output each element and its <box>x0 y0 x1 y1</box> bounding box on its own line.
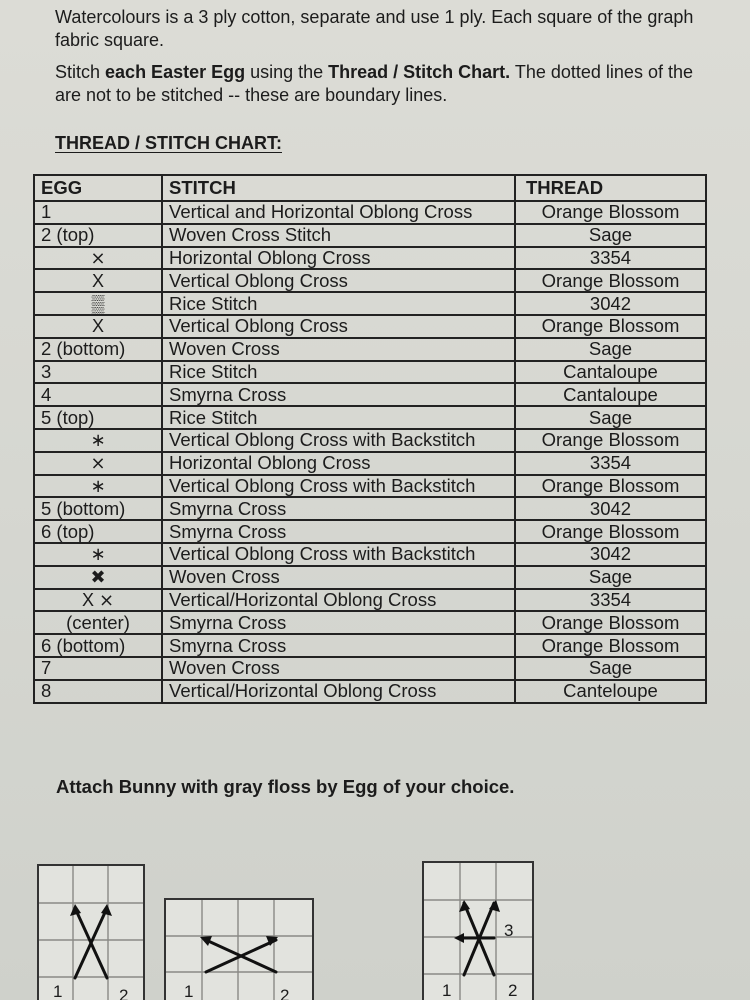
diagram-3-label-3: 3 <box>504 921 514 940</box>
stitch-cell: Vertical and Horizontal Oblong Cross <box>162 201 515 224</box>
stitch-cell: Rice Stitch <box>162 406 515 429</box>
diagram-horizontal-oblong-cross <box>164 898 314 1000</box>
table-row <box>34 315 706 338</box>
chart-heading: THREAD / STITCH CHART: <box>55 133 282 153</box>
thread-cell: Sage <box>515 406 706 429</box>
diagram-1-label-1: 1 <box>53 982 63 1000</box>
header-stitch: STITCH <box>162 175 515 201</box>
thread-cell: Orange Blossom <box>515 269 706 292</box>
egg-symbol-cell: X ⨯ <box>34 589 162 612</box>
thread-cell: Sage <box>515 566 706 589</box>
intro-paragraph-1 <box>55 6 750 52</box>
thread-cell: Orange Blossom <box>515 315 706 338</box>
table-row <box>34 497 706 520</box>
stitch-cell: Smyrna Cross <box>162 634 515 657</box>
egg-cell: 6 (bottom) <box>34 634 162 657</box>
thread-cell: 3354 <box>515 247 706 270</box>
egg-symbol-cell: ▒ <box>34 292 162 315</box>
thread-cell: Sage <box>515 657 706 680</box>
thread-cell: Orange Blossom <box>515 611 706 634</box>
vertical-oblong-cross-icon <box>39 866 143 1000</box>
stitch-cell: Horizontal Oblong Cross <box>162 247 515 270</box>
thread-cell: 3354 <box>515 452 706 475</box>
diagram-2-label-1: 1 <box>184 982 194 1000</box>
egg-symbol-cell: X <box>34 315 162 338</box>
intro-line-4: are not to be stitched -- these are boundary lines. <box>55 85 448 105</box>
table-row <box>34 224 706 247</box>
stitch-cell: Rice Stitch <box>162 292 515 315</box>
table-row <box>34 611 706 634</box>
table-row <box>34 269 706 292</box>
table-row <box>34 406 706 429</box>
table-row <box>34 247 706 270</box>
egg-symbol-cell: ∗ <box>34 475 162 498</box>
bunny-note: Attach Bunny with gray floss by Egg of your choice. <box>56 776 515 797</box>
table-row <box>34 361 706 384</box>
table-row <box>34 657 706 680</box>
stitch-cell: Rice Stitch <box>162 361 515 384</box>
stitch-cell: Woven Cross <box>162 566 515 589</box>
diagram-vertical-oblong-cross-backstitch <box>422 861 534 1000</box>
stitch-cell: Horizontal Oblong Cross <box>162 452 515 475</box>
thread-cell: Canteloupe <box>515 680 706 703</box>
diagram-3-label-1: 1 <box>442 981 452 1000</box>
intro-line-3b: each Easter Egg <box>105 62 246 82</box>
table-row <box>34 634 706 657</box>
table-row <box>34 292 706 315</box>
intro-line-3a: Stitch <box>55 62 106 82</box>
thread-cell: 3042 <box>515 543 706 566</box>
stitch-cell: Vertical Oblong Cross <box>162 315 515 338</box>
thread-cell: Orange Blossom <box>515 429 706 452</box>
egg-cell: 3 <box>34 361 162 384</box>
thread-cell: Orange Blossom <box>515 634 706 657</box>
thread-cell: Orange Blossom <box>515 520 706 543</box>
thread-cell: Orange Blossom <box>515 475 706 498</box>
thread-cell: Cantaloupe <box>515 361 706 384</box>
header-egg: EGG <box>34 175 162 201</box>
stitch-cell: Smyrna Cross <box>162 497 515 520</box>
stitch-cell: Smyrna Cross <box>162 520 515 543</box>
thread-cell: Cantaloupe <box>515 383 706 406</box>
thread-cell: 3354 <box>515 589 706 612</box>
table-row <box>34 566 706 589</box>
table-row <box>34 680 706 703</box>
diagram-1-label-2: 2 <box>119 986 129 1000</box>
table-row <box>34 589 706 612</box>
table-row <box>34 452 706 475</box>
stitch-cell: Smyrna Cross <box>162 611 515 634</box>
intro-line-3c: using the <box>245 62 329 82</box>
table-header-row <box>34 175 706 201</box>
stitch-cell: Vertical/Horizontal Oblong Cross <box>162 680 515 703</box>
stitch-cell: Vertical Oblong Cross with Backstitch <box>162 543 515 566</box>
egg-symbol-cell: ⨯ <box>34 247 162 270</box>
thread-cell: Sage <box>515 224 706 247</box>
table-row <box>34 338 706 361</box>
backstitch-cross-icon <box>424 863 532 1000</box>
table-row <box>34 201 706 224</box>
stitch-cell: Vertical Oblong Cross with Backstitch <box>162 429 515 452</box>
egg-cell: 4 <box>34 383 162 406</box>
stitch-cell: Vertical Oblong Cross <box>162 269 515 292</box>
stitch-cell: Woven Cross <box>162 338 515 361</box>
egg-symbol-cell: ∗ <box>34 543 162 566</box>
egg-cell: 2 (bottom) <box>34 338 162 361</box>
egg-cell: 1 <box>34 201 162 224</box>
intro-line-3e: The dotted lines of the <box>510 62 693 82</box>
egg-cell: (center) <box>34 611 162 634</box>
table-row <box>34 520 706 543</box>
egg-cell: 8 <box>34 680 162 703</box>
egg-symbol-cell: ✖ <box>34 566 162 589</box>
egg-cell: 6 (top) <box>34 520 162 543</box>
table-row <box>34 475 706 498</box>
header-thread: THREAD <box>515 175 706 201</box>
thread-cell: Orange Blossom <box>515 201 706 224</box>
thread-stitch-table <box>33 174 707 704</box>
diagram-2-label-2: 2 <box>280 986 290 1000</box>
stitch-cell: Smyrna Cross <box>162 383 515 406</box>
table-row <box>34 429 706 452</box>
stitch-cell: Woven Cross Stitch <box>162 224 515 247</box>
stitch-cell: Woven Cross <box>162 657 515 680</box>
intro-line-2: fabric square. <box>55 30 165 50</box>
diagram-3-label-2: 2 <box>508 981 518 1000</box>
table-row <box>34 543 706 566</box>
egg-cell: 5 (bottom) <box>34 497 162 520</box>
intro-line-3d: Thread / Stitch Chart. <box>328 62 511 82</box>
stitch-cell: Vertical/Horizontal Oblong Cross <box>162 589 515 612</box>
table-row <box>34 383 706 406</box>
table-body <box>34 201 706 703</box>
egg-cell: 5 (top) <box>34 406 162 429</box>
egg-symbol-cell: X <box>34 269 162 292</box>
diagram-vertical-oblong-cross <box>37 864 145 1000</box>
stitch-cell: Vertical Oblong Cross with Backstitch <box>162 475 515 498</box>
intro-paragraph-2 <box>55 61 750 107</box>
egg-symbol-cell: ⨯ <box>34 452 162 475</box>
thread-cell: Sage <box>515 338 706 361</box>
thread-cell: 3042 <box>515 292 706 315</box>
egg-cell: 7 <box>34 657 162 680</box>
egg-symbol-cell: ∗ <box>34 429 162 452</box>
intro-line-1: Watercolours is a 3 ply cotton, separate and use 1 ply. Each square of the graph <box>55 7 694 27</box>
thread-cell: 3042 <box>515 497 706 520</box>
egg-cell: 2 (top) <box>34 224 162 247</box>
